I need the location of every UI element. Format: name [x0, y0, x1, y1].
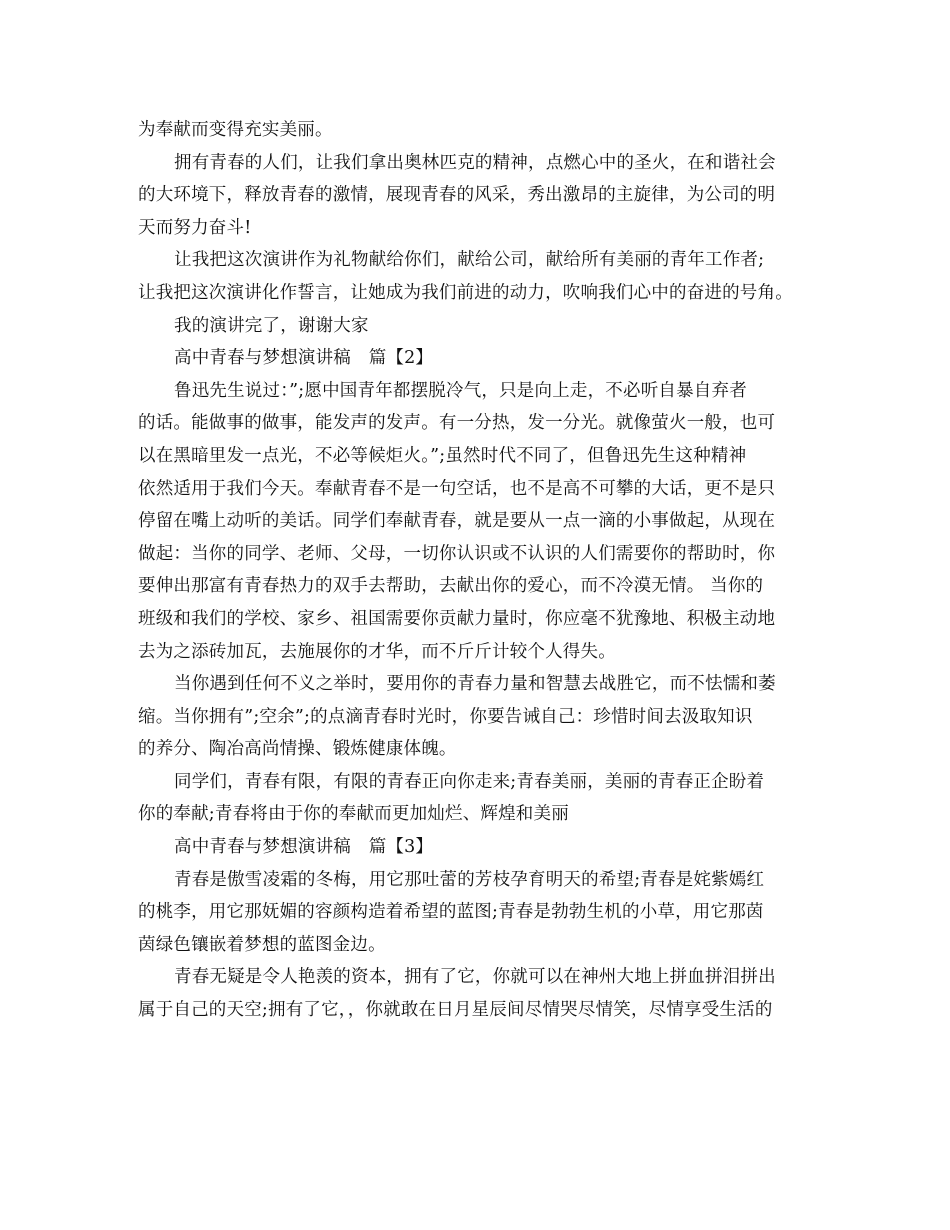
text-line: 茵绿色镶嵌着梦想的蓝图金边。 — [138, 934, 386, 955]
text-line: 高中青春与梦想演讲稿 篇【2】 — [174, 348, 434, 369]
text-line: 属于自己的天空;拥有了它，，你就敢在日月星辰间尽情哭尽情笑，尽情享受生活的 — [138, 1000, 773, 1021]
text-line: 青春无疑是令人艳羡的资本，拥有了它，你就可以在神州大地上拼血拼泪拼出 — [174, 967, 776, 988]
text-line: 为奉献而变得充实美丽。 — [138, 120, 333, 140]
text-line: 依然适用于我们今天。奉献青春不是一句空话，也不是高不可攀的大话，更不是只 — [138, 478, 776, 499]
text-line: 青春是傲雪凌霜的冬梅，用它那吐蕾的芳枝孕育明天的希望;青春是姹紫嫣红 — [174, 869, 765, 890]
text-line: 要伸出那富有青春热力的双手去帮助，去献出你的爱心，而不冷漠无情。 当你的 — [138, 576, 764, 597]
text-line: 缩。当你拥有”;空余”;的点滴青春时光时，你要告诫自己：珍惜时间去汲取知识 — [138, 706, 753, 727]
text-line: 的桃李，用它那妩媚的容颜构造着希望的蓝图;青春是勃勃生机的小草，用它那茵 — [138, 902, 764, 923]
document-body — [138, 114, 818, 1027]
text-line: 的大环境下，释放青春的激情，展现青春的风采，秀出激昂的主旋律，为公司的明 — [138, 185, 776, 206]
text-line: 以在黑暗里发一点光，不必等候炬火。”;虽然时代不同了，但鲁迅先生这种精神 — [138, 445, 747, 466]
text-line: 做起：当你的同学、老师、父母，一切你认识或不认识的人们需要你的帮助时，你 — [138, 543, 776, 564]
text-line: 同学们，青春有限，有限的青春正向你走来;青春美丽，美丽的青春正企盼着 — [174, 771, 765, 792]
text-line: 高中青春与梦想演讲稿 篇【3】 — [174, 837, 434, 858]
text-line: 去为之添砖加瓦，去施展你的才华，而不斤斤计较个人得失。 — [138, 641, 616, 662]
text-line: 天而努力奋斗! — [138, 217, 252, 238]
text-line: 鲁迅先生说过：”;愿中国青年都摆脱冷气，只是向上走，不必听自暴自弃者 — [174, 380, 747, 401]
text-line: 让我把这次演讲作为礼物献给你们，献给公司，献给所有美丽的青年工作者; — [174, 250, 765, 271]
text-line: 你的奉献;青春将由于你的奉献而更加灿烂、辉煌和美丽 — [138, 804, 569, 825]
text-line: 拥有青春的人们，让我们拿出奥林匹克的精神，点燃心中的圣火，在和谐社会 — [174, 152, 776, 173]
text-line: 当你遇到任何不义之举时，要用你的青春力量和智慧去战胜它，而不怯懦和萎 — [174, 674, 776, 695]
text-line: 的养分、陶冶高尚情操、锻炼健康体魄。 — [138, 739, 457, 760]
text-line: 我的演讲完了，谢谢大家 — [174, 315, 369, 336]
text-line: 让我把这次演讲化作誓言，让她成为我们前进的动力，吹响我们心中的奋进的号角。 — [138, 282, 793, 303]
text-line: 班级和我们的学校、家乡、祖国需要你贡献力量时，你应毫不犹豫地、积极主动地 — [138, 608, 776, 629]
text-line: 停留在嘴上动听的美话。同学们奉献青春，就是要从一点一滴的小事做起，从现在 — [138, 511, 776, 532]
text-line: 的话。能做事的做事，能发声的发声。有一分热，发一分光。就像萤火一般，也可 — [138, 413, 776, 434]
